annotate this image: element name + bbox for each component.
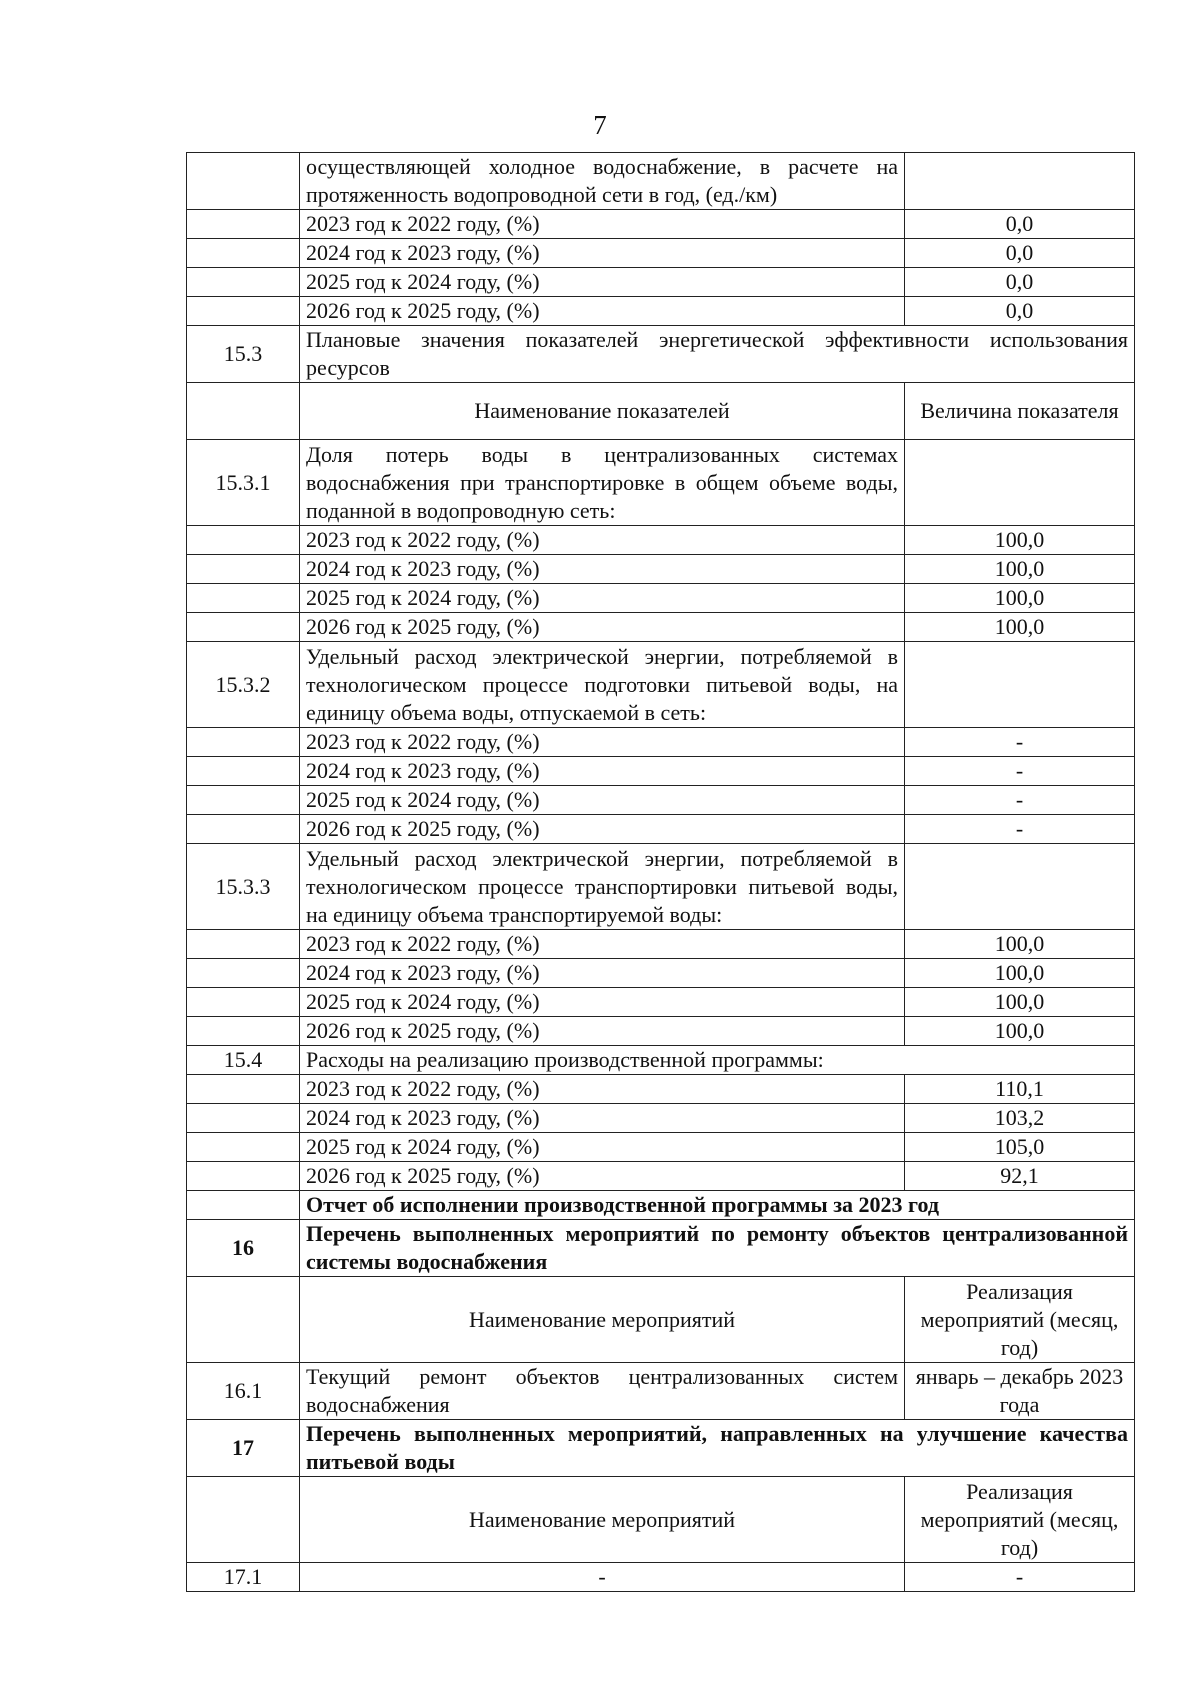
row-number-cell xyxy=(187,239,300,268)
year-value: 0,0 xyxy=(905,210,1135,239)
year-value: 100,0 xyxy=(905,613,1135,642)
table-row xyxy=(187,297,1135,326)
year-value: 0,0 xyxy=(905,268,1135,297)
column-header-value: Реализация мероприятий (месяц, год) xyxy=(905,1477,1135,1563)
table-row xyxy=(187,988,1135,1017)
row-number-cell xyxy=(187,297,300,326)
indicator-value-cell xyxy=(905,844,1135,930)
table-row xyxy=(187,728,1135,757)
indicator-value-cell xyxy=(905,440,1135,526)
year-value: - xyxy=(905,757,1135,786)
row-number-cell xyxy=(187,728,300,757)
measure-period-cell: - xyxy=(905,1563,1135,1592)
section-row-15-3-1 xyxy=(187,440,1135,526)
year-value: 100,0 xyxy=(905,988,1135,1017)
year-value: 100,0 xyxy=(905,1017,1135,1046)
section-title: Расходы на реализацию производственной программы: xyxy=(300,1046,1135,1075)
header-row xyxy=(187,383,1135,440)
year-label: 2024 год к 2023 году, (%) xyxy=(300,1104,905,1133)
section-title: Плановые значения показателей энергетической эффективности использования ресурсов xyxy=(300,326,1135,383)
indicator-name-cell: Удельный расход электрической энергии, потребляемой в технологическом процессе подготовки питьевой воды, на единицу объема воды, отпускаемой в сеть: xyxy=(300,642,905,728)
section-row-17 xyxy=(187,1420,1135,1477)
year-value: 0,0 xyxy=(905,239,1135,268)
year-value: 105,0 xyxy=(905,1133,1135,1162)
year-value: 100,0 xyxy=(905,959,1135,988)
section-number: 15.3 xyxy=(187,326,300,383)
row-number-cell xyxy=(187,1017,300,1046)
section-row-17-1 xyxy=(187,1563,1135,1592)
section-number: 15.3.2 xyxy=(187,642,300,728)
year-label: 2026 год к 2025 году, (%) xyxy=(300,1162,905,1191)
column-header-name: Наименование мероприятий xyxy=(300,1277,905,1363)
table-row xyxy=(187,153,1135,210)
report-title-row xyxy=(187,1191,1135,1220)
page-number: 7 xyxy=(593,110,607,140)
row-number-cell xyxy=(187,1277,300,1363)
indicator-name-cell: Удельный расход электрической энергии, потребляемой в технологическом процессе транспортировки питьевой воды, на единицу объема транспортируемой воды: xyxy=(300,844,905,930)
row-number-cell xyxy=(187,584,300,613)
table-row xyxy=(187,1162,1135,1191)
section-number: 16.1 xyxy=(187,1363,300,1420)
section-title: Перечень выполненных мероприятий, направленных на улучшение качества питьевой воды xyxy=(300,1420,1135,1477)
section-number: 17.1 xyxy=(187,1563,300,1592)
row-number-cell xyxy=(187,555,300,584)
column-header-name: Наименование показателей xyxy=(300,383,905,440)
table-row xyxy=(187,959,1135,988)
table-row xyxy=(187,613,1135,642)
indicator-value-cell xyxy=(905,153,1135,210)
year-value: - xyxy=(905,728,1135,757)
year-label: 2026 год к 2025 году, (%) xyxy=(300,815,905,844)
row-number-cell xyxy=(187,210,300,239)
column-header-value: Величина показателя xyxy=(905,383,1135,440)
indicator-name-cell: Доля потерь воды в централизованных системах водоснабжения при транспортировке в общем объеме воды, поданной в водопроводную сеть: xyxy=(300,440,905,526)
year-label: 2023 год к 2022 году, (%) xyxy=(300,526,905,555)
row-number-cell xyxy=(187,930,300,959)
year-label: 2025 год к 2024 году, (%) xyxy=(300,786,905,815)
year-label: 2023 год к 2022 году, (%) xyxy=(300,210,905,239)
year-label: 2024 год к 2023 году, (%) xyxy=(300,757,905,786)
measure-period-cell: январь – декабрь 2023 года xyxy=(905,1363,1135,1420)
year-value: 100,0 xyxy=(905,584,1135,613)
section-row-15-3-2 xyxy=(187,642,1135,728)
row-number-cell xyxy=(187,1162,300,1191)
table-row xyxy=(187,757,1135,786)
year-value: - xyxy=(905,815,1135,844)
year-value: 100,0 xyxy=(905,555,1135,584)
section-number: 15.3.1 xyxy=(187,440,300,526)
year-value: 0,0 xyxy=(905,297,1135,326)
year-label: 2024 год к 2023 году, (%) xyxy=(300,239,905,268)
year-label: 2023 год к 2022 году, (%) xyxy=(300,930,905,959)
row-number-cell xyxy=(187,1104,300,1133)
year-value: 110,1 xyxy=(905,1075,1135,1104)
row-number-cell xyxy=(187,1477,300,1563)
row-number-cell xyxy=(187,383,300,440)
table-row xyxy=(187,1075,1135,1104)
year-label: 2026 год к 2025 году, (%) xyxy=(300,297,905,326)
year-label: 2023 год к 2022 году, (%) xyxy=(300,1075,905,1104)
table-row xyxy=(187,526,1135,555)
table-row xyxy=(187,1104,1135,1133)
table-row xyxy=(187,786,1135,815)
year-label: 2026 год к 2025 году, (%) xyxy=(300,613,905,642)
measure-name-cell: - xyxy=(300,1563,905,1592)
section-row-15-4 xyxy=(187,1046,1135,1075)
section-number: 15.4 xyxy=(187,1046,300,1075)
year-label: 2024 год к 2023 году, (%) xyxy=(300,555,905,584)
year-value: 103,2 xyxy=(905,1104,1135,1133)
column-header-value: Реализация мероприятий (месяц, год) xyxy=(905,1277,1135,1363)
year-label: 2025 год к 2024 году, (%) xyxy=(300,988,905,1017)
year-label: 2025 год к 2024 году, (%) xyxy=(300,584,905,613)
row-number-cell xyxy=(187,268,300,297)
section-title: Перечень выполненных мероприятий по ремонту объектов централизованной системы водоснабжения xyxy=(300,1220,1135,1277)
row-number-cell xyxy=(187,613,300,642)
section-row-16-1 xyxy=(187,1363,1135,1420)
header-row xyxy=(187,1277,1135,1363)
table-row xyxy=(187,1133,1135,1162)
section-row-16 xyxy=(187,1220,1135,1277)
header-row xyxy=(187,1477,1135,1563)
row-number-cell xyxy=(187,815,300,844)
year-label: 2026 год к 2025 году, (%) xyxy=(300,1017,905,1046)
indicator-value-cell xyxy=(905,642,1135,728)
table-row xyxy=(187,210,1135,239)
indicators-table xyxy=(186,152,1135,1592)
row-number-cell xyxy=(187,1191,300,1220)
row-number-cell xyxy=(187,526,300,555)
year-label: 2023 год к 2022 году, (%) xyxy=(300,728,905,757)
year-value: 100,0 xyxy=(905,930,1135,959)
indicator-name-cell: осуществляющей холодное водоснабжение, в расчете на протяженность водопроводной сети в год, (ед./км) xyxy=(300,153,905,210)
column-header-name: Наименование мероприятий xyxy=(300,1477,905,1563)
section-number: 16 xyxy=(187,1220,300,1277)
year-label: 2025 год к 2024 году, (%) xyxy=(300,1133,905,1162)
row-number-cell xyxy=(187,786,300,815)
row-number-cell xyxy=(187,1075,300,1104)
table-row xyxy=(187,584,1135,613)
section-number: 15.3.3 xyxy=(187,844,300,930)
year-value: 100,0 xyxy=(905,526,1135,555)
row-number-cell xyxy=(187,757,300,786)
table-row xyxy=(187,555,1135,584)
measure-name-cell: Текущий ремонт объектов централизованных систем водоснабжения xyxy=(300,1363,905,1420)
row-number-cell xyxy=(187,1133,300,1162)
table-row xyxy=(187,239,1135,268)
row-number-cell xyxy=(187,959,300,988)
table-row xyxy=(187,815,1135,844)
section-row-15-3 xyxy=(187,326,1135,383)
table-row xyxy=(187,1017,1135,1046)
year-label: 2024 год к 2023 году, (%) xyxy=(300,959,905,988)
year-label: 2025 год к 2024 году, (%) xyxy=(300,268,905,297)
year-value: - xyxy=(905,786,1135,815)
section-row-15-3-3 xyxy=(187,844,1135,930)
table-row xyxy=(187,268,1135,297)
year-value: 92,1 xyxy=(905,1162,1135,1191)
row-number-cell xyxy=(187,153,300,210)
section-number: 17 xyxy=(187,1420,300,1477)
table-row xyxy=(187,930,1135,959)
report-title: Отчет об исполнении производственной программы за 2023 год xyxy=(300,1191,1135,1220)
row-number-cell xyxy=(187,988,300,1017)
